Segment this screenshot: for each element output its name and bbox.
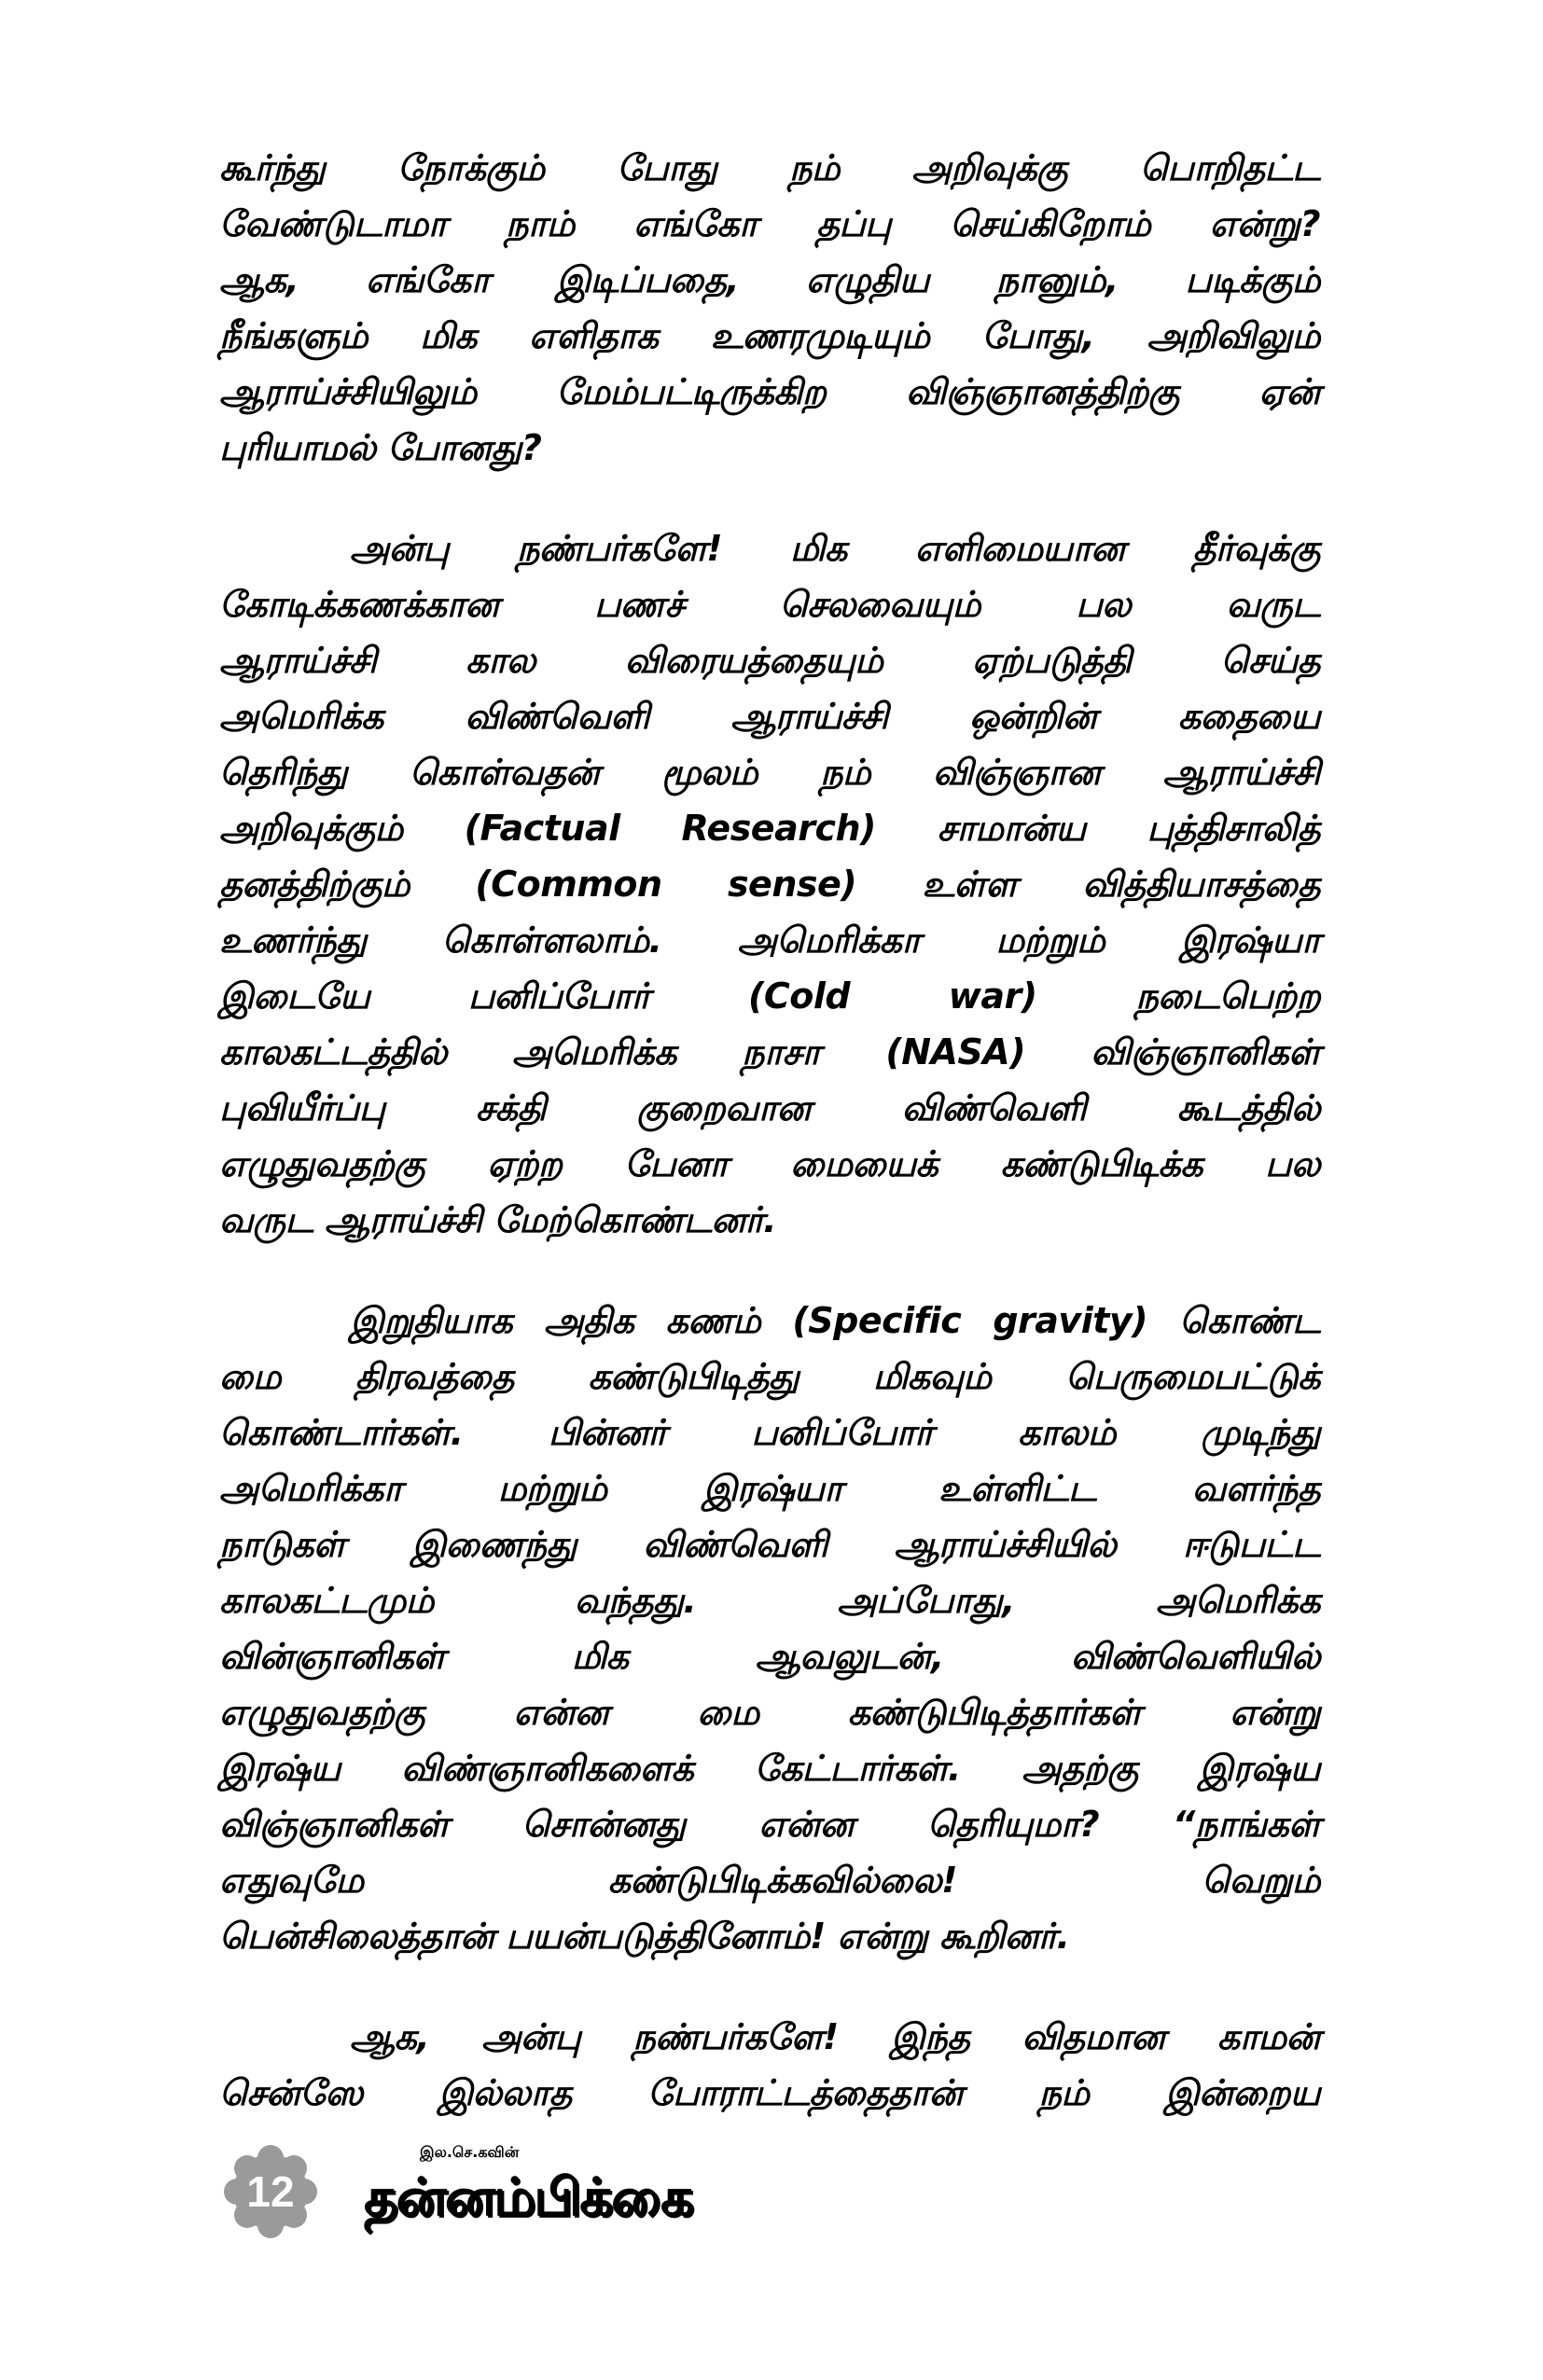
text-line: அமெரிக்கா மற்றும் இரஷ்யா உள்ளிட்ட வளர்ந்த bbox=[219, 1468, 1320, 1509]
text-line: சென்ஸே இல்லாத போராட்டத்தைதான் நம் இன்றைய bbox=[219, 2072, 1320, 2113]
text-line: புரியாமல் போனது? bbox=[219, 427, 542, 468]
text-line: ஆக, அன்பு நண்பர்களே! இந்த விதமான காமன் bbox=[350, 2016, 1320, 2057]
text-line: ஆராய்ச்சி கால விரையத்தையும் ஏற்படுத்தி செய்த bbox=[219, 640, 1320, 681]
text-line: பென்சிலைத்தான் பயன்படுத்தினோம்! என்று கூறினர். bbox=[219, 1916, 1070, 1957]
paragraph-1 bbox=[219, 140, 1320, 476]
text-line: காலகட்டத்தில் அமெரிக்க நாசா (NASA) விஞ்ஞானிகள் bbox=[219, 1031, 1320, 1072]
text-line: எழுதுவதற்கு என்ன மை கண்டுபிடித்தார்கள் என்று bbox=[219, 1692, 1320, 1733]
text-line: உணர்ந்து கொள்ளலாம். அமெரிக்கா மற்றும் இரஷ்யா bbox=[219, 920, 1320, 961]
text-line: ஆராய்ச்சியிலும் மேம்பட்டிருக்கிற விஞ்ஞானத்திற்கு ஏன் bbox=[219, 371, 1320, 412]
text-line: ஆக, எங்கோ இடிப்பதை, எழுதிய நானும், படிக்கும் bbox=[219, 259, 1320, 300]
magazine-title-logo: தன்னம்பிக்கை bbox=[364, 2167, 692, 2228]
text-line: வேண்டுடாமா நாம் எங்கோ தப்பு செய்கிறோம் என்று? bbox=[219, 203, 1320, 244]
text-line: இறுதியாக அதிக கணம் (Specific gravity) கொண்ட bbox=[350, 1300, 1320, 1341]
text-line: அறிவுக்கும் (Factual Research) சாமான்ய புத்திசாலித் bbox=[219, 808, 1320, 849]
page-number: 12 bbox=[246, 2167, 295, 2216]
text-line: வருட ஆராய்ச்சி மேற்கொண்டனர். bbox=[219, 1199, 777, 1240]
text-line: தெரிந்து கொள்வதன் மூலம் நம் விஞ்ஞான ஆராய்ச்சி bbox=[219, 752, 1320, 793]
text-line: விஞ்ஞானிகள் சொன்னது என்ன தெரியுமா? “நாங்கள் bbox=[219, 1804, 1320, 1845]
page-footer bbox=[224, 2136, 784, 2238]
text-line: அமெரிக்க விண்வெளி ஆராய்ச்சி ஒன்றின் கதையை bbox=[219, 696, 1320, 737]
text-line: காலகட்டமும் வந்தது. அப்போது, அமெரிக்க bbox=[219, 1580, 1320, 1621]
text-line: கோடிக்கணக்கான பணச் செலவையும் பல வருட bbox=[219, 584, 1320, 625]
text-line: நீங்களும் மிக எளிதாக உணரமுடியும் போது, அறிவிலும் bbox=[219, 315, 1320, 356]
article-body bbox=[219, 140, 1320, 2166]
text-line: எதுவுமே கண்டுபிடிக்கவில்லை! வெறும் bbox=[219, 1860, 1320, 1901]
text-line: இடையே பனிப்போர் (Cold war) நடைபெற்ற bbox=[219, 976, 1320, 1017]
text-line: மை திரவத்தை கண்டுபிடித்து மிகவும் பெருமைபட்டுக் bbox=[219, 1356, 1320, 1397]
magazine-author-label: இல.செ.கவின் bbox=[420, 2143, 520, 2161]
text-line: எழுதுவதற்கு ஏற்ற பேனா மையைக் கண்டுபிடிக்க பல bbox=[219, 1143, 1320, 1184]
paragraph-3 bbox=[219, 1293, 1320, 1964]
text-line: அன்பு நண்பர்களே! மிக எளிமையான தீர்வுக்கு bbox=[350, 528, 1320, 569]
text-line: வின்ஞானிகள் மிக ஆவலுடன், விண்வெளியில் bbox=[219, 1636, 1320, 1677]
text-line: நாடுகள் இணைந்து விண்வெளி ஆராய்ச்சியில் ஈடுபட்ட bbox=[219, 1524, 1320, 1565]
text-line: கூர்ந்து நோக்கும் போது நம் அறிவுக்கு பொறிதட்ட bbox=[219, 147, 1320, 188]
paragraph-2 bbox=[219, 520, 1320, 1248]
paragraph-4 bbox=[219, 2009, 1320, 2121]
text-line: கொண்டார்கள். பின்னர் பனிப்போர் காலம் முடிந்து bbox=[219, 1412, 1320, 1453]
text-line: இரஷ்ய விண்ஞானிகளைக் கேட்டார்கள். அதற்கு இரஷ்ய bbox=[219, 1748, 1320, 1789]
text-line: புவியீர்ப்பு சக்தி குறைவான விண்வெளி கூடத்தில் bbox=[219, 1087, 1320, 1128]
text-line: தனத்திற்கும் (Common sense) உள்ள வித்தியாசத்தை bbox=[219, 864, 1320, 905]
